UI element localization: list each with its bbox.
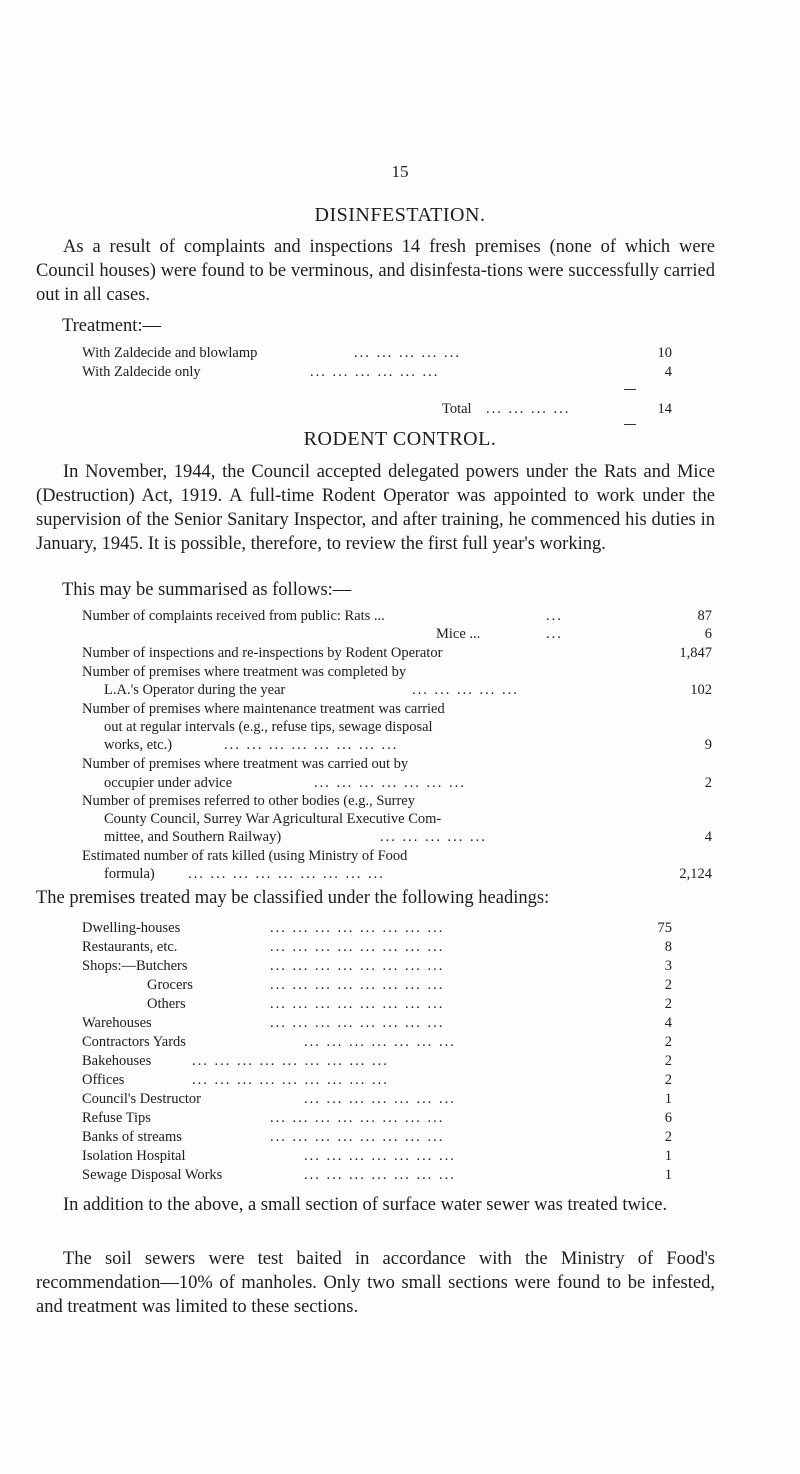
category-label: Council's Destructor: [82, 1091, 201, 1107]
treatment-row-label: With Zaldecide only: [82, 364, 201, 380]
category-value: 2: [664, 977, 672, 993]
category-value: 1: [664, 1148, 672, 1164]
stat-row-label: Number of complaints received from public: Rats ...: [82, 608, 385, 624]
total-rule: [624, 424, 636, 425]
category-value: 2: [664, 1053, 672, 1069]
stat-row-value: 87: [697, 608, 712, 624]
rodent-control-heading: RODENT CONTROL.: [303, 428, 497, 450]
treatment-label: Treatment:—: [62, 316, 162, 336]
category-value: 2: [664, 1129, 672, 1145]
treatment-row-label: With Zaldecide and blowlamp: [82, 345, 258, 361]
category-value: 4: [664, 1015, 672, 1031]
stat-row-label: Estimated number of rats killed (using Ministry of Food: [82, 848, 408, 864]
stat-row-label: Mice ...: [436, 626, 481, 642]
stat-row-label: L.A.'s Operator during the year: [104, 682, 286, 698]
category-dots: ... ... ... ... ... ... ... ...: [270, 996, 445, 1012]
stat-row-label: out at regular intervals (e.g., refuse tips, sewage disposal: [104, 719, 433, 735]
category-value: 2: [664, 1034, 672, 1050]
stat-row-value: 2,124: [679, 866, 712, 882]
addition-paragraph: In addition to the above, a small section of surface water sewer was treated twice.: [63, 1195, 668, 1215]
page-number: 15: [391, 162, 409, 181]
category-value: 75: [657, 920, 672, 936]
category-dots: ... ... ... ... ... ... ...: [304, 1148, 456, 1164]
total-dots: ... ... ... ...: [486, 401, 571, 417]
stat-row-dots: ... ... ... ... ... ... ...: [314, 775, 466, 791]
category-label: Others: [147, 996, 186, 1012]
stat-row-label: Number of inspections and re-inspections by Rodent Operator: [82, 645, 443, 661]
category-dots: ... ... ... ... ... ... ...: [304, 1034, 456, 1050]
category-label: Shops:—Butchers: [82, 958, 188, 974]
stat-row-label: Number of premises referred to other bodies (e.g., Surrey: [82, 793, 415, 809]
category-dots: ... ... ... ... ... ... ... ...: [270, 920, 445, 936]
category-label: Contractors Yards: [82, 1034, 186, 1050]
stat-row-label: Number of premises where maintenance treatment was carried: [82, 701, 445, 717]
stat-row-dots: ... ... ... ... ...: [380, 829, 487, 845]
category-label: Grocers: [147, 977, 193, 993]
category-dots: ... ... ... ... ... ... ... ...: [270, 1129, 445, 1145]
category-dots: ... ... ... ... ... ... ... ...: [270, 958, 445, 974]
category-label: Bakehouses: [82, 1053, 152, 1069]
category-value: 3: [664, 958, 672, 974]
category-label: Isolation Hospital: [82, 1148, 186, 1164]
subtotal-rule: [624, 389, 636, 390]
stat-row-label: mittee, and Southern Railway): [104, 829, 282, 845]
treatment-row-value: 4: [664, 364, 672, 380]
total-label: Total: [442, 401, 472, 417]
disinfestation-paragraph: As a result of complaints and inspections 14 fresh premises (none of which were Council houses) were found to be verminous, and disinfesta-tions were successfully carried out in all cases.: [36, 237, 715, 305]
stat-row-dots: ... ... ... ... ... ... ... ...: [224, 737, 399, 753]
treatment-row-value: 10: [657, 345, 672, 361]
classified-intro: The premises treated may be classified under the following headings:: [36, 888, 550, 908]
disinfestation-heading: DISINFESTATION.: [314, 204, 486, 226]
category-value: 1: [664, 1167, 672, 1183]
stat-row-dots: ... ... ... ... ...: [412, 682, 519, 698]
treatment-row-dots: ... ... ... ... ...: [354, 345, 461, 361]
stat-row-label: Number of premises where treatment was carried out by: [82, 756, 409, 772]
category-dots: ... ... ... ... ... ... ... ...: [270, 1015, 445, 1031]
category-value: 1: [664, 1091, 672, 1107]
category-dots: ... ... ... ... ... ... ... ... ...: [192, 1053, 389, 1069]
category-dots: ... ... ... ... ... ... ...: [304, 1091, 456, 1107]
category-dots: ... ... ... ... ... ... ... ...: [270, 939, 445, 955]
category-value: 2: [664, 996, 672, 1012]
total-value: 14: [657, 401, 672, 417]
stat-row-label: Number of premises where treatment was completed by: [82, 664, 407, 680]
category-value: 2: [664, 1072, 672, 1088]
category-label: Dwelling-houses: [82, 920, 181, 936]
category-dots: ... ... ... ... ... ... ... ... ...: [192, 1072, 389, 1088]
stat-row-value: 4: [704, 829, 712, 845]
stat-row-value: 6: [704, 626, 712, 642]
rodent-control-paragraph: In November, 1944, the Council accepted delegated powers under the Rats and Mice (Destruction) Act, 1919. A full-time Rodent Operator was appointed to work under the supervision of the Senior Sanitary Inspector, and after training, he commenced his duties in January, 1945. It is possible, therefore, to review the first full year's working.: [36, 462, 715, 554]
treatment-row-dots: ... ... ... ... ... ...: [310, 364, 440, 380]
stat-row-value: 9: [704, 737, 712, 753]
stat-row-label: formula): [104, 866, 155, 882]
category-label: Warehouses: [82, 1015, 152, 1031]
category-label: Offices: [82, 1072, 125, 1088]
stat-row-value: 1,847: [679, 645, 712, 661]
summary-intro: This may be summarised as follows:—: [62, 580, 352, 600]
category-label: Banks of streams: [82, 1129, 182, 1145]
category-value: 6: [664, 1110, 672, 1126]
category-value: 8: [664, 939, 672, 955]
soil-sewers-paragraph: The soil sewers were test baited in accordance with the Ministry of Food's recommendation—10% of manholes. Only two small sections were found to be infested, and treatment was limited to these sections.: [36, 1249, 715, 1317]
stat-row-label: occupier under advice: [104, 775, 233, 791]
stat-row-value: 2: [704, 775, 712, 791]
stat-row-dots: ... ... ... ... ... ... ... ... ...: [188, 866, 385, 882]
stat-row-label: works, etc.): [104, 737, 173, 753]
category-dots: ... ... ... ... ... ... ... ...: [270, 1110, 445, 1126]
category-dots: ... ... ... ... ... ... ...: [304, 1167, 456, 1183]
category-label: Refuse Tips: [82, 1110, 151, 1126]
category-dots: ... ... ... ... ... ... ... ...: [270, 977, 445, 993]
stat-row-value: 102: [690, 682, 712, 698]
stat-row-label: County Council, Surrey War Agricultural Executive Com-: [104, 811, 442, 827]
stat-row-dots: ...: [546, 608, 563, 624]
stat-row-dots: ...: [546, 626, 563, 642]
category-label: Restaurants, etc.: [82, 939, 178, 955]
category-label: Sewage Disposal Works: [82, 1167, 223, 1183]
